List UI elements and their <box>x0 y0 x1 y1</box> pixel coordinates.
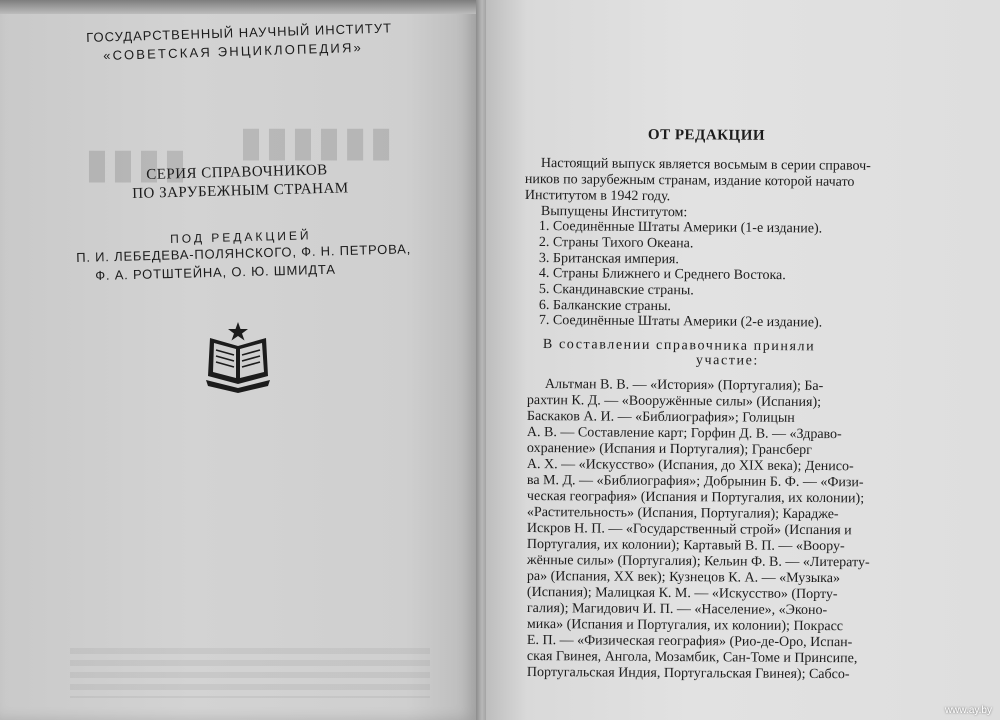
released-item: 7. Соединённые Штаты Америки (2-е издание). <box>538 313 823 331</box>
contributor-line: А. В. — Составление карт; Горфин Д. В. — «Здраво- <box>526 425 842 443</box>
editors-line1: П. И. ЛЕБЕДЕВА-ПОЛЯНСКОГО, Ф. Н. ПЕТРОВА, <box>76 241 412 265</box>
editors-line2: Ф. А. РОТШТЕЙНА, О. Ю. ШМИДТА <box>95 261 336 283</box>
contributor-line: Португальская Индия, Португальская Гвинея); Сабсо- <box>526 665 850 683</box>
intro-line: Настоящий выпуск является восьмым в серии справоч- <box>540 156 871 174</box>
contributor-line: ва М. Д. — «Библиография»; Добрынин Б. Ф. — «Физи- <box>526 473 864 491</box>
editorial-title: ОТ РЕДАКЦИИ <box>647 127 766 144</box>
contributor-line: Португалия, их колонии); Картавый В. П. — «Воору- <box>526 537 845 555</box>
released-item: 5. Скандинавские страны. <box>538 282 694 299</box>
show-through-text-decoration: ▮▮▮▮▮▮ <box>236 119 393 164</box>
contributor-line: Альтман В. В. — «История» (Португалия); Ба- <box>544 377 824 394</box>
contributor-line: Е. П. — «Физическая география» (Рио-де-Оро, Испан- <box>526 633 853 651</box>
released-item: 6. Балканские страны. <box>538 298 671 315</box>
series-title-line2: ПО ЗАРУБЕЖНЫМ СТРАНАМ <box>132 180 349 202</box>
contributor-line: жённые силы» (Португалия); Кельин Ф. В. — «Литерату- <box>526 553 870 571</box>
institute-name-line1: ГОСУДАРСТВЕННЫЙ НАУЧНЫЙ ИНСТИТУТ <box>86 20 393 45</box>
contributor-line: Искров Н. П. — «Государственный строй» (Испания и <box>526 521 852 539</box>
show-through-text-decoration: ▮▮▮▮ <box>82 141 187 186</box>
watermark-text: www.ay.by <box>944 705 992 716</box>
contributor-line: рахтин К. Д. — «Вооружённые силы» (Испания); <box>526 393 822 411</box>
contributor-line: ческая география» (Испания и Португалия, их колонии); <box>526 489 865 507</box>
released-item: 2. Страны Тихого Океана. <box>538 235 694 252</box>
left-page-top-edge <box>0 0 478 14</box>
contributor-line: Баскаков А. И. — «Библиография»; Голицын <box>526 409 795 426</box>
participants-heading-line2: участие: <box>695 353 759 369</box>
contributor-line: охранение» (Испания и Португалия); Грансберг <box>526 441 812 458</box>
institute-name-line2: «СОВЕТСКАЯ ЭНЦИКЛОПЕДИЯ» <box>103 39 364 63</box>
intro-line: ников по зарубежным странам, издание которой начато <box>524 172 855 190</box>
series-title-line1: СЕРИЯ СПРАВОЧНИКОВ <box>146 162 328 183</box>
contributor-line: галия); Магидович И. П. — «Население», «Эконо- <box>526 601 828 619</box>
show-through-lines-decoration <box>70 648 430 698</box>
contributor-line: ра» (Испания, XX век); Кузнецов К. А. — «Музыка» <box>526 569 841 587</box>
publisher-emblem-icon <box>202 318 274 394</box>
contributor-line: А. Х. — «Искусство» (Испания, до XIX века); Денисо- <box>526 457 854 475</box>
participants-heading-line1: В составлении справочника приняли <box>542 337 816 355</box>
released-item: 3. Британская империя. <box>538 251 679 268</box>
contributor-line: ская Гвинея, Ангола, Мозамбик, Сан-Томе и Принсипе, <box>526 649 858 667</box>
contributor-line: (Испания); Малицкая К. М. — «Искусство» (Порту- <box>526 585 838 603</box>
contributor-line: «Растительность» (Испания, Португалия); Карадже- <box>526 505 839 523</box>
intro-line: Институтом в 1942 году. <box>524 188 671 205</box>
released-heading: Выпущены Институтом: <box>540 204 688 221</box>
editors-heading: ПОД РЕДАКЦИЕЙ <box>170 228 312 246</box>
contributor-line: мика» (Испания и Португалия, их колонии); Покрасс <box>526 617 844 635</box>
released-item: 4. Страны Ближнего и Среднего Востока. <box>538 266 786 284</box>
released-item: 1. Соединённые Штаты Америки (1-е издание). <box>538 219 823 237</box>
